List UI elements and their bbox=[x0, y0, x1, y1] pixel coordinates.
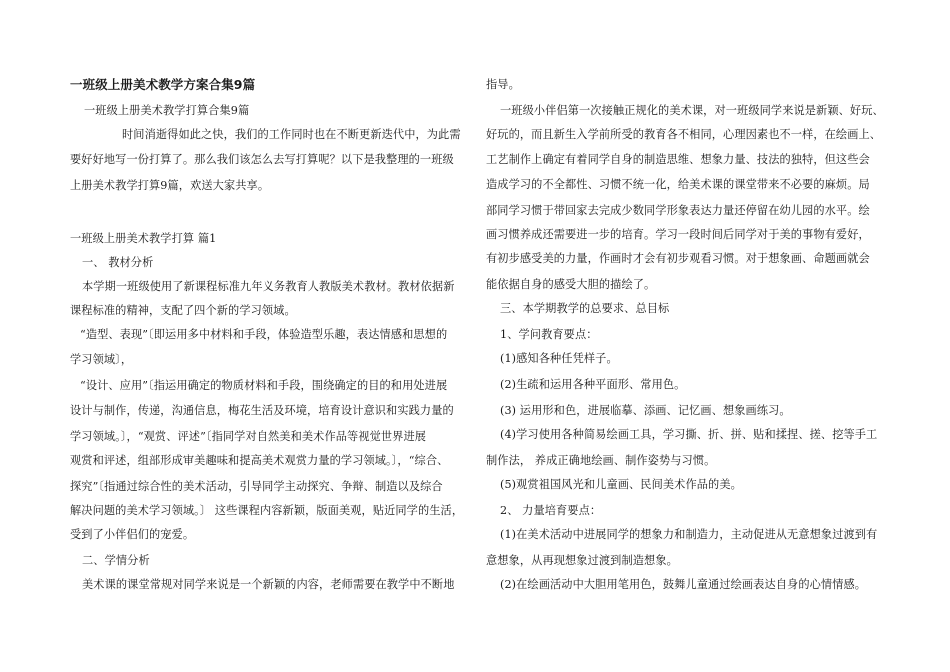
left-text-line: 学习领域〕， bbox=[70, 353, 133, 366]
right-text-line: 指导。 bbox=[486, 78, 520, 91]
left-text-line: 探究”〔指通过综合性的美术活动，引导同学主动探究、争辩、制造以及综合 bbox=[70, 480, 443, 493]
right-text-line: (1)感知各种任凭样子。 bbox=[500, 352, 618, 365]
left-text-line: 要好好地写一份打算了。那么我们该怎么去写打算呢？以下是我整理的一班级 bbox=[70, 153, 454, 166]
right-text-line: (2)在绘画活动中大胆用笔用色，鼓舞儿童通过绘画表达自身的心情情感。 bbox=[500, 578, 867, 591]
right-text-line: (3) 运用形和色，进展临摹、添画、记忆画、想象画练习。 bbox=[500, 404, 791, 417]
left-text-line: 一班级上册美术教学打算 篇1 bbox=[70, 232, 217, 245]
left-text-line: 课程标准的精神，支配了四个新的学习领域。 bbox=[70, 304, 296, 317]
left-text-line: 学习领域。〕，“观赏、评述”〔指同学对自然美和美术作品等视觉世界进展 bbox=[70, 430, 427, 443]
left-text-line: 观赏和评述，组部形成审美趣味和提高美术观赏力量的学习领域。〕，“综合、 bbox=[70, 454, 449, 467]
right-text-line: 工艺制作上确定有着同学自身的制造思维、想象力量、技法的独特，但这些会 bbox=[486, 153, 870, 166]
right-text-line: (2)生疏和运用各种平面形、常用色。 bbox=[500, 378, 686, 391]
right-text-line: 能依据自身的感受大胆的描绘了。 bbox=[486, 278, 656, 291]
document-title: 一班级上册美术教学方案合集9篇 bbox=[70, 77, 256, 92]
left-text-line: 解决问题的美术学习领域。〕 这些课程内容新颖，版面美观，贴近同学的生活， bbox=[70, 504, 464, 517]
left-text-line: 时间消逝得如此之快，我们的工作同时也在不断更新迭代中，为此需 bbox=[122, 128, 461, 141]
right-text-line: 造成学习的不全都性、习惯不统一化，给美术课的课堂带来不必要的麻烦。局 bbox=[486, 178, 870, 191]
left-text-line: 二、学情分析 bbox=[82, 554, 150, 567]
left-text-line: 受到了小伴侣们的宠爱。 bbox=[70, 528, 195, 541]
left-text-line: 上册美术教学打算9篇，欢送大家共享。 bbox=[70, 179, 270, 192]
right-text-line: (4)学习使用各种简易绘画工具，学习撕、折、拼、贴和揉捏、搓、挖等手工 bbox=[500, 428, 878, 441]
right-text-line: 好玩的，而且新生入学前所受的教育各不相同，心理因素也不一样，在绘画上、 bbox=[486, 128, 882, 141]
right-text-line: 制作法， 养成正确地绘画、制作姿势与习惯。 bbox=[486, 454, 716, 467]
right-text-line: 2、 力量培育要点： bbox=[500, 504, 602, 517]
right-text-line: 一班级小伴侣第一次接触正规化的美术课，对一班级同学来说是新颖、好玩、 bbox=[500, 104, 884, 117]
right-text-line: 三、本学期教学的总要求、总目标 bbox=[500, 302, 670, 315]
left-text-line: “造型、表现”〔即运用多中材料和手段，体验造型乐趣，表达情感和思想的 bbox=[80, 328, 448, 341]
left-text-line: 本学期一班级使用了新课程标准九年义务教育人教版美术教材。教材依据新 bbox=[82, 280, 455, 293]
right-text-line: 1、学问教育要点： bbox=[500, 328, 598, 341]
left-text-line: 设计与制作，传递，沟通信息，梅花生活及环境，培育设计意识和实践力量的 bbox=[70, 404, 454, 417]
right-text-line: (5)观赏祖国风光和儿童画、民间美术作品的美。 bbox=[500, 478, 742, 491]
right-text-line: 部同学习惯于带回家去完成少数同学形象表达力量还停留在幼儿园的水平。绘 bbox=[486, 204, 870, 217]
right-text-line: 意想象，从再现想象过渡到制造想象。 bbox=[486, 554, 678, 567]
left-text-line: 一班级上册美术教学打算合集9篇 bbox=[84, 104, 250, 117]
left-text-line: 一、 教材分析 bbox=[82, 256, 154, 269]
right-text-line: 画习惯养成还需要进一步的培育。学习一段时间后同学对于美的事物有爱好， bbox=[486, 228, 870, 241]
left-text-line: 美术课的课堂常规对同学来说是一个新颖的内容，老师需要在教学中不断地 bbox=[82, 578, 455, 591]
right-text-line: 有初步感受美的力量，作画时才会有初步观看习惯。对于想象画、命题画就会 bbox=[486, 252, 870, 265]
left-text-line: “设计、应用”〔指运用确定的物质材料和手段，围绕确定的目的和用处进展 bbox=[80, 379, 448, 392]
right-text-line: (1)在美术活动中进展同学的想象力和制造力，主动促进从无意想象过渡到有 bbox=[500, 528, 878, 541]
